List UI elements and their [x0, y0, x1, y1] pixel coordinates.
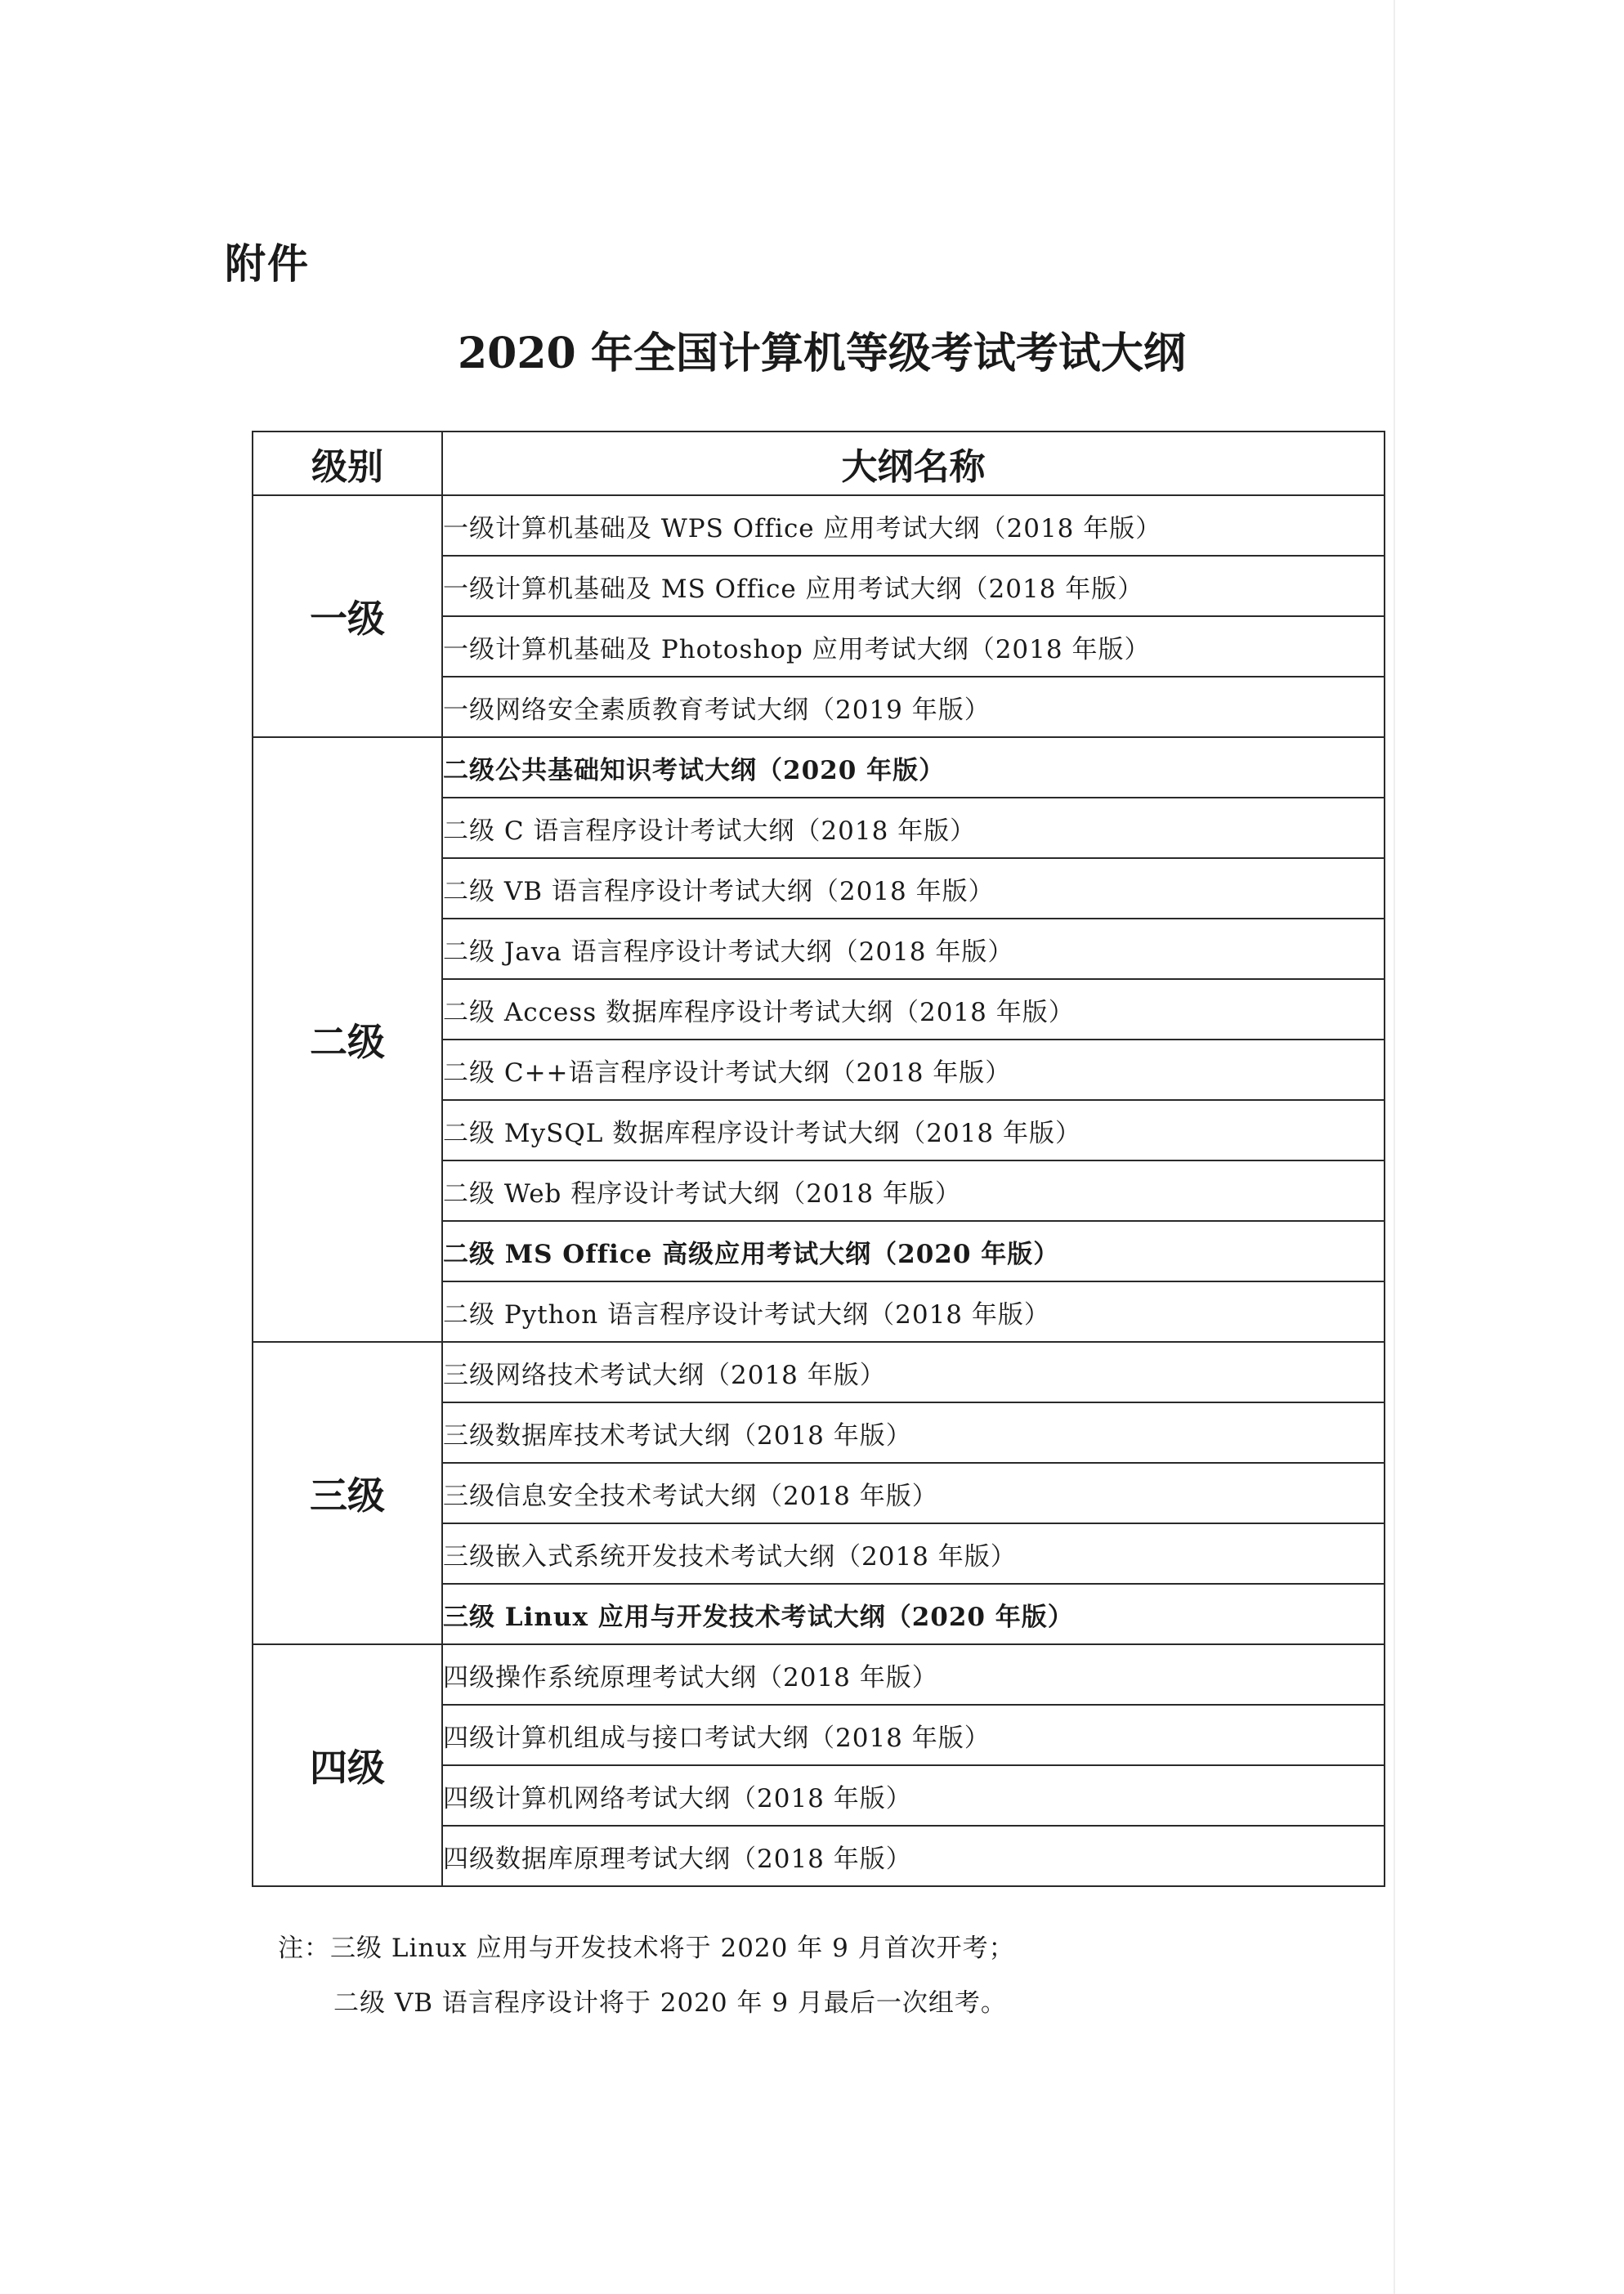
table-body	[253, 495, 1385, 1886]
syllabus-item: 四级计算机组成与接口考试大纲（2018 年版）	[442, 1705, 1385, 1765]
level-cell: 三级	[253, 1342, 442, 1644]
syllabus-item: 一级计算机基础及 WPS Office 应用考试大纲（2018 年版）	[442, 495, 1385, 556]
level-cell: 四级	[253, 1644, 442, 1886]
syllabus-item: 三级数据库技术考试大纲（2018 年版）	[442, 1402, 1385, 1463]
table-row	[253, 495, 1385, 556]
syllabus-item: 二级 C++语言程序设计考试大纲（2018 年版）	[442, 1040, 1385, 1100]
header-syllabus-name: 大纲名称	[442, 432, 1385, 495]
syllabus-item: 四级计算机网络考试大纲（2018 年版）	[442, 1765, 1385, 1826]
syllabus-item: 三级嵌入式系统开发技术考试大纲（2018 年版）	[442, 1523, 1385, 1584]
syllabus-item: 二级 C 语言程序设计考试大纲（2018 年版）	[442, 798, 1385, 858]
header-level: 级别	[253, 432, 442, 495]
syllabus-item: 一级计算机基础及 MS Office 应用考试大纲（2018 年版）	[442, 556, 1385, 616]
attachment-label: 附件	[225, 240, 310, 288]
syllabus-item: 一级计算机基础及 Photoshop 应用考试大纲（2018 年版）	[442, 616, 1385, 677]
note-line-1: 注：三级 Linux 应用与开发技术将于 2020 年 9 月首次开考；	[278, 1934, 1015, 1963]
document-title: 2020 年全国计算机等级考试考试大纲	[458, 329, 1186, 378]
syllabus-item: 二级 MySQL 数据库程序设计考试大纲（2018 年版）	[442, 1100, 1385, 1160]
page-edge	[1394, 0, 1395, 2294]
syllabus-item: 四级操作系统原理考试大纲（2018 年版）	[442, 1644, 1385, 1705]
syllabus-item: 二级 Web 程序设计考试大纲（2018 年版）	[442, 1160, 1385, 1221]
syllabus-item: 二级 Java 语言程序设计考试大纲（2018 年版）	[442, 919, 1385, 979]
table-header-row	[253, 432, 1385, 495]
syllabus-item: 二级 VB 语言程序设计考试大纲（2018 年版）	[442, 858, 1385, 919]
table-row	[253, 1644, 1385, 1705]
syllabus-item: 一级网络安全素质教育考试大纲（2019 年版）	[442, 677, 1385, 737]
syllabus-item: 二级 Access 数据库程序设计考试大纲（2018 年版）	[442, 979, 1385, 1040]
table-row	[253, 1342, 1385, 1402]
syllabus-item: 三级 Linux 应用与开发技术考试大纲（2020 年版）	[442, 1584, 1385, 1644]
note-line-2: 二级 VB 语言程序设计将于 2020 年 9 月最后一次组考。	[333, 1988, 1007, 2018]
level-cell: 二级	[253, 737, 442, 1342]
table-row	[253, 737, 1385, 798]
level-cell: 一级	[253, 495, 442, 737]
syllabus-item: 二级 Python 语言程序设计考试大纲（2018 年版）	[442, 1281, 1385, 1342]
syllabus-table	[252, 431, 1385, 1887]
syllabus-item: 二级公共基础知识考试大纲（2020 年版）	[442, 737, 1385, 798]
syllabus-item: 二级 MS Office 高级应用考试大纲（2020 年版）	[442, 1221, 1385, 1281]
syllabus-item: 四级数据库原理考试大纲（2018 年版）	[442, 1826, 1385, 1886]
syllabus-item: 三级信息安全技术考试大纲（2018 年版）	[442, 1463, 1385, 1523]
syllabus-item: 三级网络技术考试大纲（2018 年版）	[442, 1342, 1385, 1402]
